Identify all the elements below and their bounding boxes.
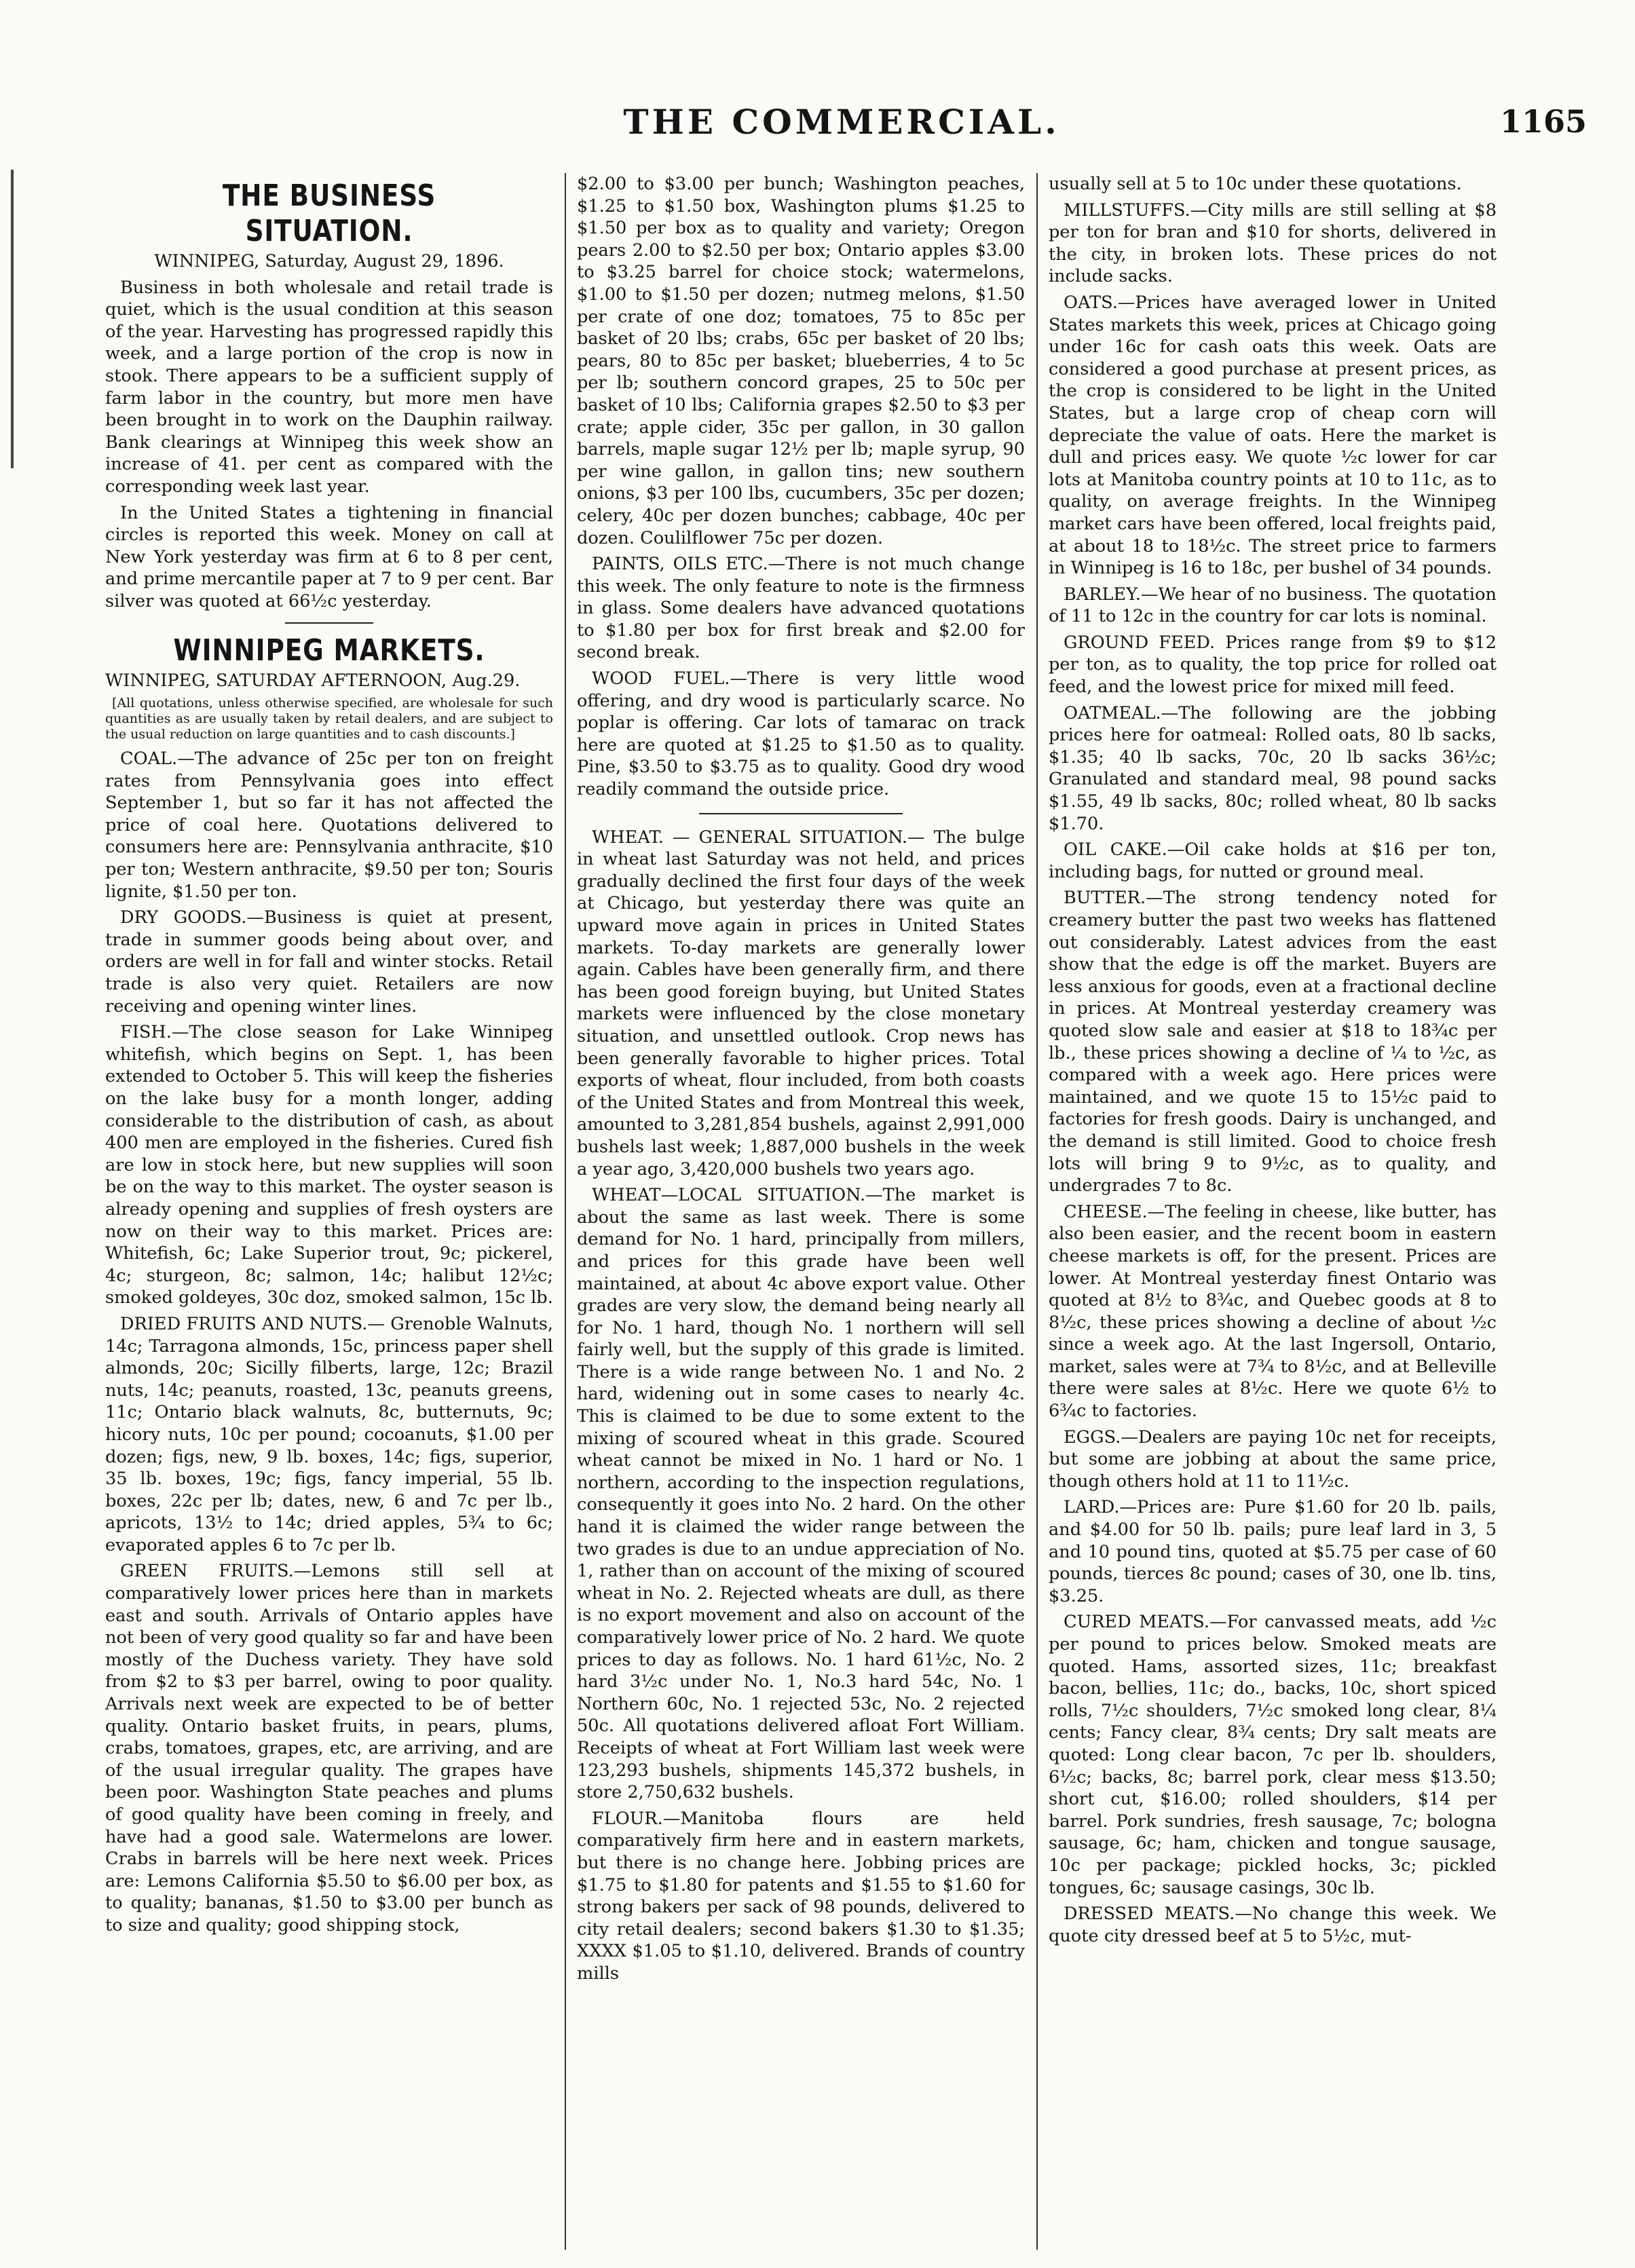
item-lead: WHEAT. — GENERAL SITUATION. [592, 827, 908, 848]
item-lead: EGGS. [1064, 1426, 1121, 1448]
item-text: —Manitoba flours are held comparatively firm here and in eastern markets, but there is no change here. Jobbing prices are $1.75 to $1.80 for patents and $1.55 to $1.60 for strong bakers per sack of 98 pounds, delivered to city retail dealers; second bakers $1.30 to $1.35; XXXX $1.05 to $1.10, delivered. Brands of country mills [577, 1808, 1025, 1984]
item-lead: BUTTER. [1064, 888, 1146, 909]
item-lead: WOOD FUEL. [592, 668, 730, 689]
market-item [105, 907, 553, 1017]
item-text: —Lemons still sell at comparatively lower prices here than in markets east and south. Arrivals of Ontario apples have not been of very good quality so far and have been mostly of the Duchess variety. They have sold from $2 to $3 per barrel, owing to poor quality. Arrivals next week are expected to be of better quality. Ontario basket fruits, in pears, plums, crabs, tomatoes, grapes, etc, are arriving, and are of the usual irregular quality. The grapes have been poor. Washington State peaches and plums of good quality have been coming in freely, and have had a good sale. Watermelons are lower. Crabs in barrels will be here next week. Prices are: Lemons California $5.50 to $6.00 per box, as to quality; bananas, $1.50 to $3.00 per bunch as to size and quality; good shipping stock, [105, 1561, 553, 1935]
item-lead: DRIED FRUITS AND NUTS. [120, 1313, 368, 1334]
market-item [1049, 1611, 1497, 1899]
item-lead: OATS. [1064, 292, 1118, 313]
column-2 [577, 173, 1025, 2250]
market-item [577, 1808, 1025, 1985]
market-item [1049, 1903, 1497, 1947]
market-item [1049, 632, 1497, 698]
market-item [1049, 839, 1497, 883]
item-text: — The bulge in wheat last Saturday was not held, and prices gradually declined the first four days of the week at Chicago, but yesterday there was quite an upward move again in prices in United States markets. To-day markets are generally lower again. Cables have been generally firm, and there has been good foreign buying, but United States markets were influenced by the close monetary situation, and unsettled outlook. Crop news has been generally favorable to higher prices. Total exports of wheat, flour included, from both coasts of the United States and from Montreal this week, amounted to 3,281,854 bushels, against 2,991,000 bushels last week; 1,887,000 bushels in the week a year ago, 3,420,000 bushels two years ago. [577, 827, 1025, 1179]
divider [285, 622, 373, 624]
item-text: —The close season for Lake Winnipeg whitefish, which begins on Sept. 1, has been extended to October 5. This will keep the fisheries on the lake busy for a month longer, adding considerable to the distribution of cash, as about 400 men are employed in the fisheries. Cured fish are low in stock here, but new supplies will soon be on the way to this market. The oyster season is already opening and supplies of fresh oysters are now on their way to this market. Prices are: Whitefish, 6c; Lake Superior trout, 9c; pickerel, 4c; sturgeon, 8c; salmon, 14c; halibut 12½c; smoked goldeyes, 30c doz, smoked salmon, 15c lb. [105, 1022, 553, 1308]
item-lead: LARD. [1064, 1497, 1120, 1518]
market-item [105, 1560, 553, 1936]
item-text: —No change this week. We quote city dressed beef at 5 to 5½c, mut- [1049, 1904, 1497, 1946]
item-lead: BARLEY. [1064, 584, 1141, 605]
item-lead: COAL. [120, 749, 178, 770]
item-text: —We hear of no business. The quotation of 11 to 12c in the country for car lots is nominal. [1049, 584, 1497, 627]
market-item [105, 1021, 553, 1309]
paragraph: usually sell at 5 to 10c under these quotations. [1049, 174, 1462, 194]
item-text: —Business is quiet at present, trade in summer goods being about over, and orders are well in for fall and winter stocks. Retail trade is also very quiet. Retailers are now receiving and opening winter lines. [105, 907, 553, 1017]
item-lead: DRY GOODS. [120, 907, 247, 928]
column-3 [1049, 173, 1497, 2250]
item-text: Prices range from $9 to $12 per ton, as to quality, the top price for rolled oat feed, and the lowest price for mixed mill feed. [1049, 632, 1497, 698]
columns [0, 173, 1635, 2256]
item-text: —The advance of 25c per ton on freight rates from Pennsylvania goes into effect September 1, but so far it has not affected the price of coal here. Quotations delivered to consumers here are: Pennsylvania anthracite, $10 per ton; Western anthracite, $9.50 per ton; Souris lignite, $1.50 per ton. [105, 749, 553, 902]
market-item [1049, 1201, 1497, 1422]
item-text: —The strong tendency noted for creamery butter the past two weeks has flattened out considerably. Latest advices from the east show that the edge is off the market. Buyers are less anxious for goods, even at a fractional decline in prices. At Montreal yesterday creamery was quoted slow sale and easier at $18 to 18¾c per lb., these prices showing a decline of ¼ to ½c, as compared with a week ago. Here prices were maintained, and we quote 15 to 15½c paid to factories for fresh goods. Dairy is unchanged, and the demand is still limited. Good to choice fresh lots will bring 9 to 9½c, as to quality, and undergrades 7 to 8c. [1049, 888, 1497, 1196]
winnipeg-markets-heading: WINNIPEG MARKETS. [173, 632, 485, 668]
item-text: —Prices have averaged lower in United States markets this week, prices at Chicago going under 16c for cash oats this week. Oats are considered a good purchase at present prices, as the crop is considered to be light in the United States, but a large crop of cheap corn will depreciate the value of oats. Here the market is dull and prices easy. We quote ½c lower for car lots at Manitoba country points at 10 to 11c, as to quality, on average freights. In the Winnipeg market cars have been offered, local freights paid, at about 18 to 18½c. The street price to farmers in Winnipeg is 16 to 18c, per bushel of 34 pounds. [1049, 292, 1497, 579]
item-lead: FLOUR. [592, 1808, 663, 1829]
market-item [1049, 292, 1497, 580]
market-item [1049, 887, 1497, 1196]
dateline: WINNIPEG, SATURDAY AFTERNOON, Aug.29. [105, 670, 521, 691]
item-lead: MILLSTUFFS. [1064, 200, 1190, 221]
market-item [105, 748, 553, 903]
item-lead: PAINTS, OILS ETC. [592, 554, 768, 575]
item-text: —The market is about the same as last week. There is some demand for No. 1 hard, principally from millers, and prices for this grade have been well maintained, at about 4c above export value. Other grades are very slow, the demand being nearly all for No. 1 hard, though No. 1 northern will sell fairly well, but the supply of this grade is limited. There is a wide range between No. 1 and No. 2 hard, widening out in some cases to nearly 4c. This is claimed to be due to some extent to the mixing of scoured wheat in this grade. Scoured wheat cannot be mixed in No. 1 hard or No. 1 northern, according to the inspection regulations, consequently it goes into No. 2 hard. On the other hand it is claimed the wider range between the two grades is due to an undue appreciation of No. 1, rather than on account of the mixing of scoured wheat in No. 2. Rejected wheats are dull, as there is no export movement and also on account of the comparatively lower price of No. 2 hard. We quote prices to day as follows. No. 1 hard 61½c, No. 2 hard 3½c under No. 1, No.3 hard 54c, No. 1 Northern 60c, No. 1 rejected 53c, No. 2 rejected 50c. All quotations delivered afloat Fort William. Receipts of wheat at Fort William last week were 123,293 bushels, shipments 145,372 bushels, in store 2,750,632 bushels. [577, 1185, 1025, 1803]
item-lead: GREEN FRUITS. [120, 1561, 294, 1582]
item-text: —The following are the jobbing prices here for oatmeal: Rolled oats, 80 lb sacks, $1.35; 40 lb sacks, 70c, 20 lb sacks 36½c; Granulated and standard meal, 98 pound sacks $1.55, 49 lb sacks, 80c; rolled wheat, 80 lb sacks $1.70. [1049, 702, 1497, 834]
market-item [577, 668, 1025, 801]
item-lead: DRESSED MEATS. [1064, 1904, 1235, 1925]
item-lead: FISH. [120, 1022, 172, 1043]
market-item [577, 827, 1025, 1181]
item-text: —For canvassed meats, add ½c per pound to prices below. Smoked meats are quoted. Hams, assorted sizes, 11c; breakfast bacon, bellies, 11c; do., backs, 10c, short spiced rolls, 7½c shoulders, 7½c smoked long clear, 8¼ cents; Fancy clear, 8¾ cents; Dry salt meats are quoted: Long clear bacon, 7c per lb. shoulders, 6½c; backs, 8c; barrel pork, clear mess $13.50; short cut, $16.00; rolled shoulders, $14 per barrel. Pork sundries, fresh sausage, 7c; bologna sausage, 6c; ham, chicken and tongue sausage, 10c per package; pickled hocks, 3c; pickled tongues, 6c; sausage casings, 30c lb. [1049, 1612, 1497, 1898]
divider [699, 813, 903, 814]
business-situation-heading: THE BUSINESS SITUATION. [222, 178, 436, 248]
market-item [577, 553, 1025, 664]
item-lead: GROUND FEED. [1064, 632, 1216, 653]
market-item [1049, 1426, 1497, 1493]
column-1 [105, 173, 553, 2250]
paragraph: Business in both wholesale and retail trade is quiet, which is the usual condition at this season of the year. Harvesting has progressed rapidly this week, and a large portion of the crop is now in stook. There appears to be a sufficient supply of farm labor in the country, but more men have been brought in to work on the Dauphin railway. Bank clearings at Winnipeg this week show an increase of 41. per cent as compared with the corresponding week last year. [105, 277, 553, 497]
page-number: 1165 [1500, 103, 1587, 140]
item-text: —There is not much change this week. The only feature to note is the firmness in glass. Some dealers have advanced quotations to $1.80 per box for first break and $2.00 for second break. [577, 554, 1025, 663]
paragraph: In the United States a tightening in financial circles is reported this week. Money on call at New York yesterday was firm at 6 to 8 per cent, and prime mercantile paper at 7 to 9 per cent. Bar silver was quoted at 66½c yesterday. [105, 502, 553, 611]
masthead-title: THE COMMERCIAL. [623, 102, 1060, 142]
market-item [1049, 584, 1497, 628]
item-lead: OATMEAL. [1064, 702, 1161, 723]
item-text: —Prices are: Pure $1.60 for 20 lb. pails, and $4.00 for 50 lb. pails; pure leaf lard in 3, 5 and 10 pound tins, quoted at $5.75 per case of 60 pounds, tierces 8c pound; cases of 30, one lb. tins, $3.25. [1049, 1497, 1497, 1606]
item-lead: CURED MEATS. [1064, 1612, 1210, 1633]
paragraph: $2.00 to $3.00 per bunch; Washington peaches, $1.25 to $1.50 box, Washington plums $1.25 to $1.50 per box as to quality and variety; Oregon pears 2.00 to $2.50 per box; Ontario apples $3.00 to $3.25 barrel for choice stock; watermelons, $1.00 to $1.50 per dozen; nutmeg melons, $1.50 per crate of one doz; tomatoes, 75 to 85c per basket of 20 lbs; crabs, 65c per basket of 20 lbs; pears, 80 to 85c per basket; blueberries, 4 to 5c per lb; southern concord grapes, 25 to 50c per basket of 10 lbs; California grapes $2.50 to $3 per crate; apple cider, 35c per gallon, in 30 gallon barrels, maple sugar 12½ per lb; maple syrup, 90 per wine gallon, in gallon tins; new southern onions, $3 per 100 lbs, cucumbers, 35c per dozen; celery, 40c per dozen bunches; cabbage, 40c per dozen. Coulilflower 75c per dozen. [577, 174, 1025, 548]
market-item [577, 1184, 1025, 1804]
market-item [1049, 1496, 1497, 1607]
item-text: — Grenoble Walnuts, 14c; Tarragona almonds, 15c, princess paper shell almonds, 20c; Sicilly filberts, large, 12c; Brazil nuts, 14c; peanuts, roasted, 13c, peanuts greens, 11c; Ontario black walnuts, 8c, butternuts, 9c; hicory nuts, 10c per pound; cocoanuts, $1.00 per dozen; figs, new, 9 lb. boxes, 14c; figs, superior, 35 lb. boxes, 19c; figs, fancy imperial, 55 lb. boxes, 22c per lb; dates, new, 6 and 7c per lb., apricots, 13½ to 14c; dried apples, 5¾ to 6c; evaporated apples 6 to 7c per lb. [105, 1313, 553, 1555]
item-lead: OIL CAKE. [1064, 839, 1167, 861]
item-text: —Dealers are paying 10c net for receipts, but some are jobbing at about the same price, though others hold at 11 to 11½c. [1049, 1426, 1497, 1492]
market-item [1049, 200, 1497, 288]
dateline: WINNIPEG, Saturday, August 29, 1896. [154, 251, 504, 271]
item-lead: CHEESE. [1064, 1201, 1148, 1222]
quotations-note: [All quotations, unless otherwise specified, are wholesale for such quantities as are usually taken by retail dealers, and are subject to the usual reduction on large quantities and to cash discounts.] [105, 696, 553, 742]
item-text: —The feeling in cheese, like butter, has also been easier, and the recent boom in eastern cheese markets is off, for the present. Prices are lower. At Montreal yesterday finest Ontario was quoted at 8½ to 8¾c, and Quebec goods at 8 to 8½c, these prices showing a decline of about ½c since a week ago. At the last Ingersoll, Ontario, market, sales were at 7¾ to 8½c, and at Belleville there were sales at 8½c. Here we quote 6½ to 6¾c to factories. [1049, 1201, 1497, 1422]
item-text: —Oil cake holds at $16 per ton, including bags, for nutted or ground meal. [1049, 839, 1497, 882]
market-item [105, 1313, 553, 1557]
item-lead: WHEAT—LOCAL SITUATION. [592, 1185, 866, 1206]
item-text: —City mills are still selling at $8 per ton for bran and $10 for shorts, delivered in the city, in broken lots. These prices do not include sacks. [1049, 200, 1497, 287]
item-text: —There is very little wood offering, and dry wood is particularly scarce. No poplar is offering. Car lots of tamarac on track here are quoted at $1.25 to $1.50 as to quality. Pine, $3.50 to $3.75 as to quality. Good dry wood readily command the outside price. [577, 668, 1025, 800]
market-item [1049, 702, 1497, 835]
